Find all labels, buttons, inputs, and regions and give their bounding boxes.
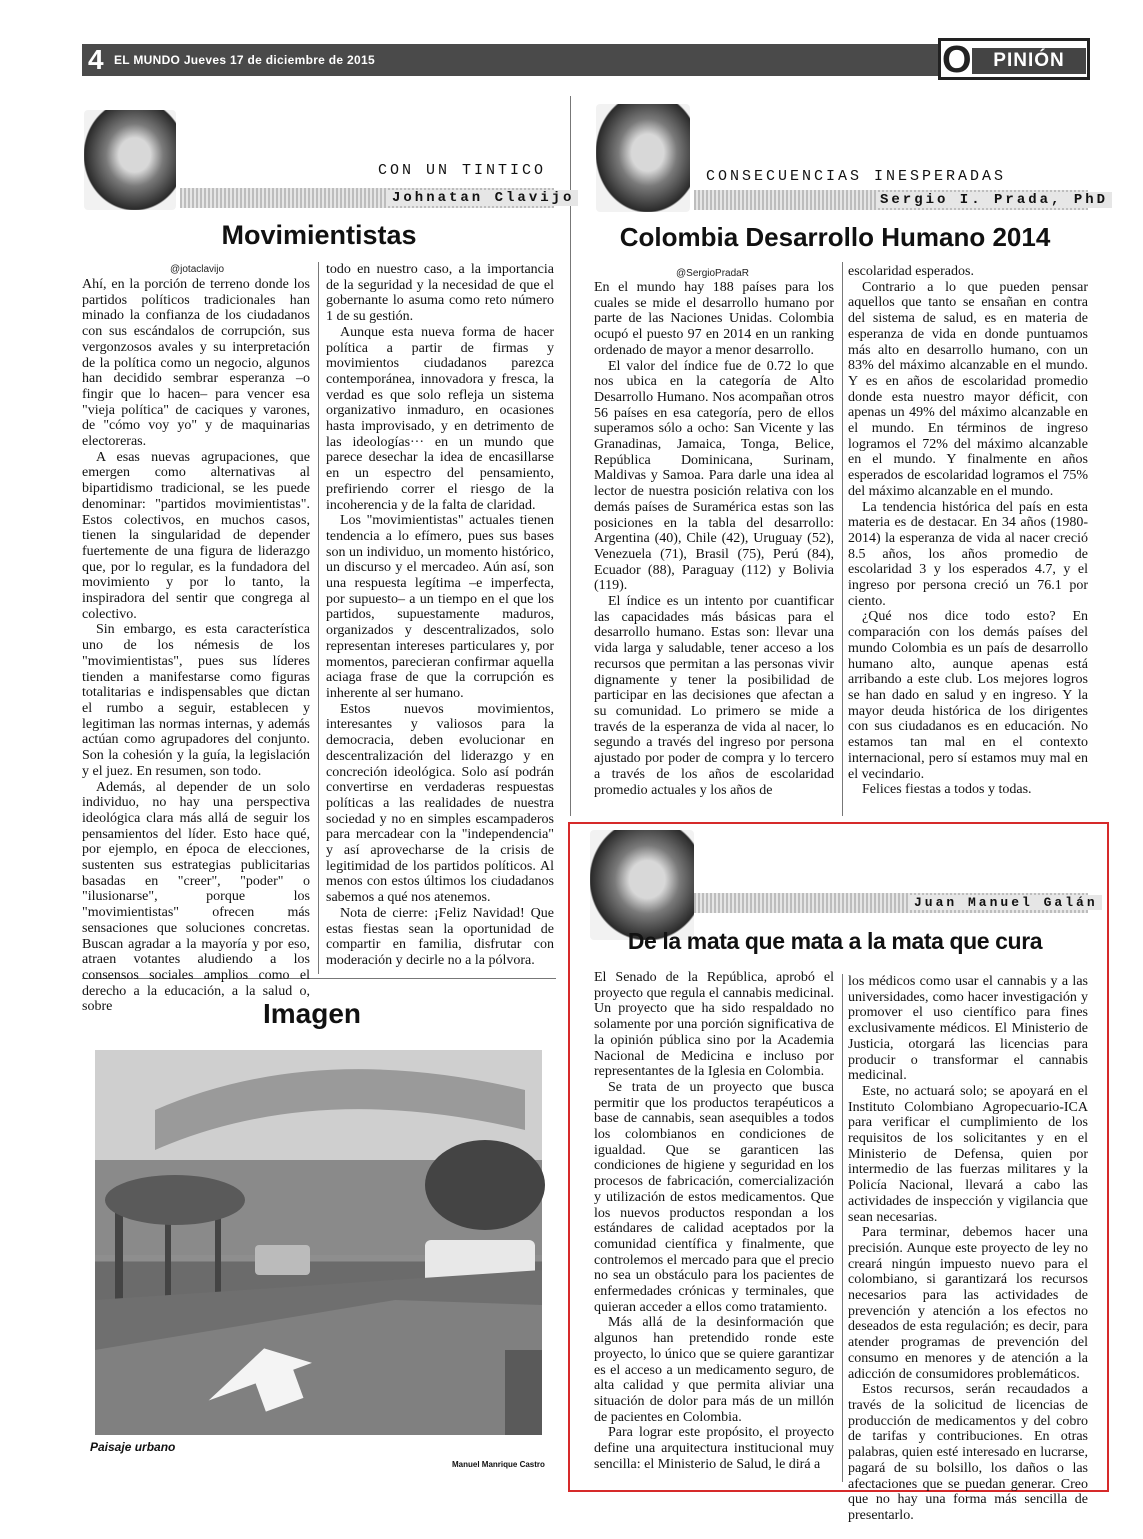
masthead: EL MUNDO Jueves 17 de diciembre de 2015 [114, 53, 375, 67]
paragraph: El índice es un intento por cuantificar las capacidades más básicas para el desarrollo humano. Estas son: llevar una vida larga y saludable, tener acceso a los recursos que permitan a las personas vivir dignamente y tener la posibilidad de participar en las decisiones que afectan a su comunidad. Lo primero se mide a través de la esperanza de vida al nacer, lo segundo a través del ingreso por persona ajustado por poder de compra y lo tercero a través de los años de escolaridad promedio actuales y los años de [594, 594, 834, 798]
column-divider [318, 262, 319, 974]
article-column [82, 277, 310, 1015]
paragraph: Ahí, en la porción de terreno donde los partidos políticos tradicionales han minado la confianza de los ciudadanos con sus escándalos de corrupción, sus vergonzosos avales y su interpretación de la política como un negocio, algunos han decidido sembrar esperanza –o fingir que lo hacen– para vencer esa "vieja política" de caciques y varones, de "cómo voy yo" y de maquinarias electoreras. [82, 277, 310, 450]
author-portrait [590, 830, 694, 940]
paragraph: Estos recursos, serán recaudados a través de la solicitud de licencias de producción de medicamentos y del cobro de tarifas y contribuciones. En otras palabras, quien esté interesado en lucrarse, pagará de su bolsillo, los daños o las afectaciones que se puedan generar. Creo que no hay una forma más sencilla de presentarlo. [848, 1382, 1088, 1523]
article-column [594, 280, 834, 816]
article-column [848, 974, 1088, 1523]
paragraph: Más allá de la desinformación que algunos han pretendido ronde este proyecto, lo único que se quiere garantizar es el acceso a un medicamento seguro, de alta calidad y que permita aliviar una situación de dolor para más de un millón de pacientes en Colombia. [594, 1315, 834, 1425]
twitter-handle: @SergioPradaR [676, 268, 749, 279]
paragraph: ¿Qué nos dice todo esto? En comparación con los demás países del mundo Colombia es un país de desarrollo humano alto, aunque apenas está arribando a este club. Los mejores logros se han dado en salud y en ingreso. Y la mayor deuda histórica de los dirigentes con sus ciudadanos es en educación. No estamos tan mal en el contexto internacional, pero sí estamos muy mal en el vecindario. [848, 609, 1088, 782]
column-name: CON UN TINTICO [378, 162, 547, 179]
article-title: Colombia Desarrollo Humano 2014 [619, 222, 1051, 252]
author-name: Sergio I. Prada, PhD [876, 192, 1112, 208]
paragraph: Los "movimientistas" actuales tienen tendencia a lo efímero, pues sus bases son un individuo, un momento histórico, un discurso y el mercadeo. Aún así, son una respuesta legítima –e imperfecta, por supuesto– a un tiempo en el que los partidos, supuestamente maduros, organizados y descentralizados, solo representan intereses particulares y, por momentos, parecieran confirmar aquella aciaga frase de que la corrupción es inherente al ser humano. [326, 513, 554, 701]
street-photo [95, 1050, 542, 1435]
author-name: Juan Manuel Galán [910, 895, 1102, 910]
author-portrait [84, 110, 176, 210]
photo-credit: Manuel Manrique Castro [452, 1460, 545, 1469]
paragraph: Estos nuevos movimientos, interesantes y valiosos para la democracia, deben evolucionar en descentralización del liderazgo y en concreción ideológica. Solo así podrán convertirse en verdaderas respuestas políticas a las realidades de nuestra sociedad y no en simples escampaderos para mercadear con la "independencia" y así aprovecharse de la crisis de legitimidad de los partidos políticos. Al menos con estos últimos los ciudadanos sabemos a qué nos atenemos. [326, 701, 554, 906]
author-name: Johnatan Clavijo [388, 190, 578, 206]
section-initial: O [942, 39, 972, 81]
twitter-handle: @jotaclavijo [170, 264, 225, 275]
photo-caption: Paisaje urbano [90, 1440, 176, 1454]
paragraph: Sin embargo, es esta característica uno de los némesis de los "movimientistas", pues sus líderes tienden a manifestarse como figuras totalitarias e indispensables que dictan el rumbo a seguir, establecen y legitiman las normas internas, y además actúan como agrupadores del conjunto. Son la cohesión y la guía, la legislación y el juez. En resumen, son todo. [82, 622, 310, 779]
author-portrait [596, 104, 690, 212]
section-title: PINIÓN [972, 48, 1086, 74]
column-name: CONSECUENCIAS INESPERADAS [706, 168, 1007, 185]
article-column [326, 262, 554, 974]
paragraph: escolaridad esperados. [848, 264, 974, 279]
paragraph: El valor del índice fue de 0.72 lo que nos ubica en la categoría de Alto Desarrollo Humano. Nos acompañan otros 56 países en esa categoría, pero de ellos superamos sólo a ocho: San Vicente y las Granadinas, Jamaica, Tonga, Belice, República Dominicana, Surinam, Maldivas y Samoa. Para darle una idea al lector de nuestra posición relativa con los demás países de Suramérica estas son las posiciones en la tabla del desarrollo: Argentina (40), Chile (42), Uruguay (52), Venezuela (71), Brasil (75), Perú (84), Ecuador (88), Paraguay (112) y Bolivia (119). [594, 358, 834, 594]
article-title: Movimientistas [221, 220, 417, 250]
article-title: De la mata que mata a la mata que cura [627, 928, 1043, 954]
article-column [594, 970, 834, 1482]
paragraph: todo en nuestro caso, a la importancia de la seguridad y la necesidad de que el gobernante lo asuma como reto número 1 de su gestión. [326, 262, 554, 325]
paragraph: Contrario a lo que pueden pensar aquellos que tanto se ensañan en contra del sistema de salud, es en materia de esperanza de vida en donde puntuamos más alto en desarrollo humano, con un 83% del máximo alcanzable en el mundo. Y es en años de escolaridad promedio donde esta nuestro mayor déficit, con apenas un 49% del máximo alcanzable en el mundo. En términos de ingreso logramos el 72% del máximo alcanzable en el mundo. Y finalmente en años esperados de escolaridad logramos el 75% del máximo alcanzable en el mundo. [848, 279, 1088, 499]
paragraph: Aunque esta nueva forma de hacer política a partir de firmas y movimientos ciudadanos parezca contemporánea, innovadora y fresca, la verdad es que solo refleja un sistema organizativo inmaduro, en ocasiones hasta improvisado, y en detrimento de las ideologías··· en un mundo que parece desechar la idea de encasillarse en un espectro del pensamiento, prefiriendo correr el riesgo de la incoherencia y de la falta de claridad. [326, 324, 554, 513]
paragraph: La tendencia histórica del país en esta materia es de destacar. En 34 años (1980-2014) la esperanza de vida al nacer creció 8.5 años, los años promedio de escolaridad 3 y los esperados 4.7, y el ingreso por persona creció un 76.1 por ciento. [848, 499, 1088, 609]
paragraph: Para lograr este propósito, el proyecto define una arquitectura institucional muy sencilla: el Ministerio de Salud, le dirá a [594, 1425, 834, 1472]
street-photo-illustration [95, 1050, 542, 1435]
article-column [848, 264, 1088, 816]
paragraph: Felices fiestas a todos y todas. [862, 782, 1032, 798]
paragraph: El Senado de la República, aprobó el proyecto que regula el cannabis medicinal. Un proyecto que ha sido respaldado no solamente por una porción significativa de la opinión pública sino por la Academia Nacional de Medicina e incluso por representantes de la Iglesia en Colombia. [594, 970, 834, 1080]
paragraph: Nota de cierre: ¡Feliz Navidad! Que estas fiestas sean la oportunidad de compartir en familia, disfrutar con moderación y decirle no a la pólvora. [326, 905, 554, 968]
paragraph: los médicos como usar el cannabis y a las universidades, como hacer investigación y promover el uso científico para fines exclusivamente médicos. El Ministerio de Justicia, otorgará las licencias para producir o transformar el cannabis medicinal. [848, 974, 1088, 1084]
paragraph: Para terminar, debemos hacer una precisión. Aunque este proyecto de ley no creará ningún impuesto nuevo para el colombiano, si garantizará los recursos necesarios para las actividades de prevención y atención a los efectos no deseados de esta regulación; es decir, para atender programas de prevención del consumo en menores y de atención a la adicción de consumidores problemáticos. [848, 1225, 1088, 1382]
page-number: 4 [88, 44, 104, 75]
paragraph: Se trata de un proyecto que busca permitir que los productos terapéuticos a base de cannabis, sean asequibles a todos los colombianos en condiciones de igualdad. Que se garanticen las condiciones de higiene y seguridad en los procesos de fabricación, comercialización y utilización de estos medicamentos. Que los nuevos productos respondan a los estándares de calidad aceptados por la comunidad científica y finalmente, que controlemos el mercado para que el precio no sea un obstáculo para los pacientes de enfermedades crónicas y terminales, que quieran acceder a ellos como tratamiento. [594, 1079, 834, 1315]
paragraph: A esas nuevas agrupaciones, que emergen como alternativas al bipartidismo tradicional, se les puede denominar: "partidos movimientistas". Estos colectivos, en muchos casos, tienen la singularidad de depender fuertemente de una figura de liderazgo que, por lo regular, es la fundadora del movimiento y por lo tanto, la inspiradora del sentir que congrega al colectivo. [82, 449, 310, 622]
column-divider [842, 262, 843, 816]
imagen-title: Imagen [262, 998, 362, 1029]
paragraph: En el mundo hay 188 países para los cuales se mide el desarrollo humano por parte de las Naciones Unidas. Colombia ocupó el puesto 97 en 2014 en un ranking ordenado de mayor a menor desarrollo. [594, 280, 834, 358]
paragraph: Además, al depender de un solo individuo, no hay una perspectiva ideológica clara más allá de seguir los pensamientos del líder. Esto hace qué, por ejemplo, en época de elecciones, sustenten sus estrategias publicitarias basadas en "creer", "poder" o "ilusionarse", porque los "movimientistas" ofrecen más sensaciones que soluciones concretas. Buscan agradar a la mayoría y por eso, atraen votantes aludiendo a los consensos sociales amplios como el derecho a la educación, a la salud o, sobre [82, 779, 310, 1015]
paragraph: Este, no actuará solo; se apoyará en el Instituto Colombiano Agropecuario-ICA para verificar el cumplimiento de los requisitos de los solicitantes y en el Ministerio de Defensa, quien por intermedio de las fuerzas militares y la Policía Nacional, llevará a cabo las actividades de inspección y vigilancia que sean necesarias. [848, 1083, 1088, 1225]
